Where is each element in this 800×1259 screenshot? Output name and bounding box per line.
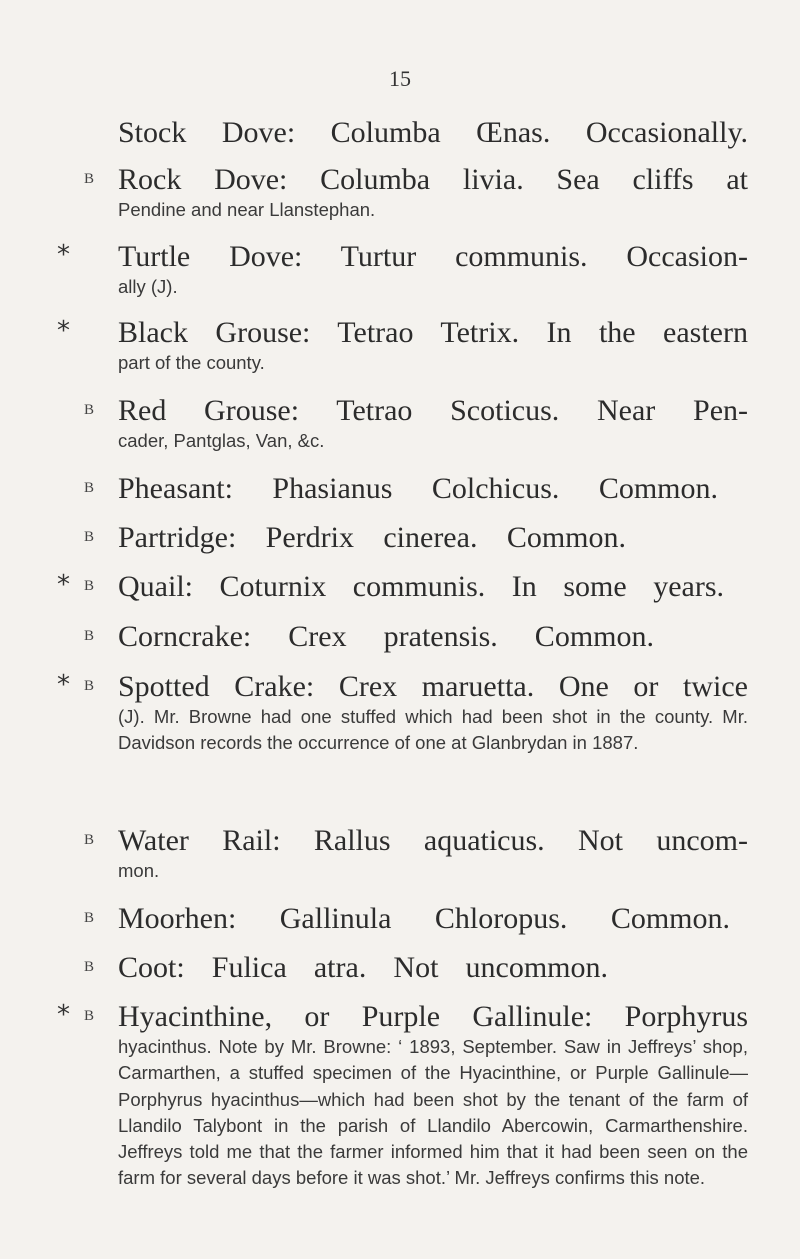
asterisk-marker: * — [57, 316, 70, 346]
entry-heading: Rock Dove: Columba livia. Sea cliffs at — [118, 163, 748, 196]
entry-continuation: ally (J). — [118, 276, 178, 297]
entry-continuation: part of the county. — [118, 352, 265, 373]
breeding-marker: B — [84, 832, 95, 848]
breeding-marker: B — [84, 402, 95, 418]
entry-heading: Quail: Coturnix communis. In some years. — [118, 570, 724, 603]
entry-heading: Red Grouse: Tetrao Scoticus. Near Pen- — [118, 394, 748, 427]
breeding-marker: B — [84, 480, 95, 496]
page-number: 15 — [389, 66, 411, 91]
entry-heading: Black Grouse: Tetrao Tetrix. In the eastern — [118, 316, 748, 349]
breeding-marker: B — [84, 678, 95, 694]
entry-heading: Moorhen: Gallinula Chloropus. Common. — [118, 902, 730, 935]
breeding-marker: B — [84, 628, 95, 644]
asterisk-marker: * — [57, 670, 70, 700]
entry-heading: Corncrake: Crex pratensis. Common. — [118, 620, 654, 653]
entry-heading: Pheasant: Phasianus Colchicus. Common. — [118, 472, 718, 505]
entry-continuation: cader, Pantglas, Van, &c. — [118, 430, 325, 451]
entry-heading: Stock Dove: Columba Œnas. Occasionally. — [118, 116, 748, 149]
entry-heading: Partridge: Perdrix cinerea. Common. — [118, 521, 626, 554]
entry-heading: Coot: Fulica atra. Not uncommon. — [118, 951, 608, 984]
breeding-marker: B — [84, 910, 95, 926]
entry-continuation: Pendine and near Llanstephan. — [118, 199, 376, 220]
breeding-marker: B — [84, 959, 95, 975]
asterisk-marker: * — [57, 240, 70, 270]
breeding-marker: B — [84, 578, 95, 594]
asterisk-marker: * — [57, 570, 70, 600]
entry-continuation: hyacinthus. Note by Mr. Browne: ‘ 1893, September. Saw in Jeffreys’ shop, Carmarthen, a stuffed specimen of the Hyacinthine, or Purple Gallinule—Porphyrus hyacinthus—which had been shot by the tenant of the farm of Llandilo Talybont in the parish of Llandilo Abercowin, Carmarthenshire. Jeffreys told me that the farmer informed him that it had been seen on the farm for several days before it was shot.’ Mr. Jeffreys confirms this note. — [118, 1036, 748, 1189]
entry-heading: Turtle Dove: Turtur communis. Occasion- — [118, 240, 748, 273]
breeding-marker: B — [84, 171, 95, 187]
asterisk-marker: * — [57, 1000, 70, 1030]
entry-heading: Spotted Crake: Crex maruetta. One or twice — [118, 670, 748, 703]
entry-heading: Hyacinthine, or Purple Gallinule: Porphyrus — [118, 1000, 748, 1033]
breeding-marker: B — [84, 529, 95, 545]
breeding-marker: B — [84, 1008, 95, 1024]
entry-heading: Water Rail: Rallus aquaticus. Not uncom- — [118, 824, 748, 857]
entry-continuation: (J). Mr. Browne had one stuffed which had been shot in the county. Mr. Davidson records the occurrence of one at Glanbrydan in 1887. — [118, 706, 748, 754]
entry-continuation: mon. — [118, 860, 160, 881]
